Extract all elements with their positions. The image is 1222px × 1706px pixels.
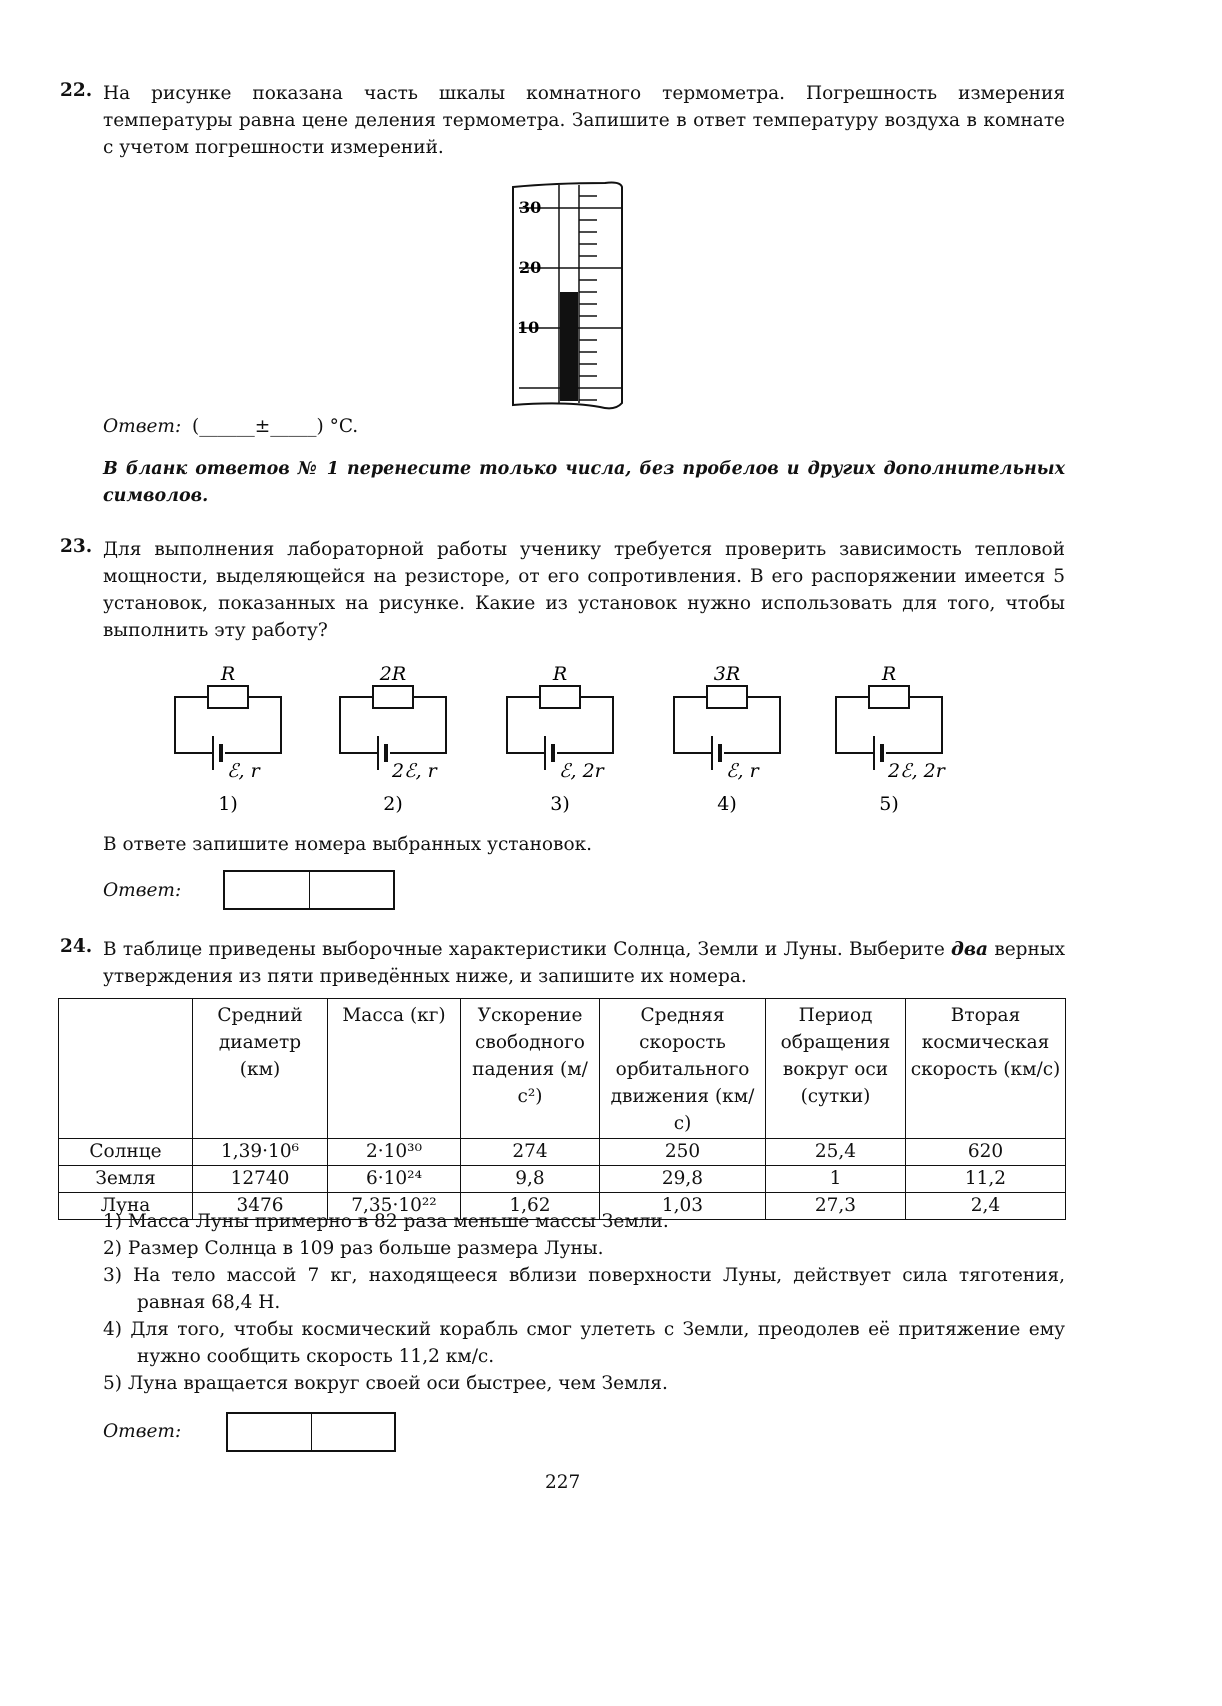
circuit-5: [834, 660, 974, 825]
table-cell: 620: [906, 1139, 1066, 1166]
table-cell: 274: [461, 1139, 600, 1166]
q23-number: 23.: [60, 536, 93, 557]
statement-item: 5) Луна вращается вокруг своей оси быстрее, чем Земля.: [103, 1373, 668, 1394]
column-header: Масса (кг): [328, 999, 461, 1139]
q23-answer-label: Ответ:: [103, 880, 182, 901]
source-label: 2ℰ, r: [392, 760, 437, 782]
q22-answer-label: Ответ:: [103, 416, 182, 437]
resistor-icon: [373, 686, 413, 708]
scale-label-10: 10: [517, 318, 540, 337]
circuit-number: 4): [717, 793, 737, 815]
table-cell: 1: [766, 1166, 906, 1193]
statement-item: 4) Для того, чтобы космический корабль смог улететь с Земли, преодолев её притяжение ему нужно сообщить скорость 11,2 км/с.: [103, 1319, 1065, 1367]
column-header: Вторая космическая скорость (км/с): [906, 999, 1066, 1139]
q24-text-a: В таблице приведены выборочные характеристики Солнца, Земли и Луны. Выберите: [103, 939, 952, 960]
statement-item: 3) На тело массой 7 кг, находящееся вблизи поверхности Луны, действует сила тяготения, равная 68,4 Н.: [103, 1265, 1065, 1313]
circuit-number: 3): [550, 793, 570, 815]
resistor-label: R: [881, 663, 897, 685]
circuit-4: [672, 660, 812, 825]
table-cell: 1,03: [600, 1193, 766, 1220]
scale-label-30: 30: [519, 198, 542, 217]
source-label: ℰ, r: [227, 760, 260, 782]
q24-answer-boxes[interactable]: [226, 1412, 396, 1452]
q24-statements: [103, 1208, 1065, 1397]
q24-number: 24.: [60, 936, 93, 957]
q23-instruction: В ответе запишите номера выбранных установок.: [103, 834, 593, 855]
column-header: [59, 999, 193, 1139]
resistor-icon: [869, 686, 909, 708]
q22-answer-field[interactable]: (______±_____) °C.: [192, 416, 359, 437]
table-cell: 2,4: [906, 1193, 1066, 1220]
q22-note: В бланк ответов № 1 перенесите только числа, без пробелов и других дополнительных символов.: [103, 459, 1065, 506]
source-label: ℰ, 2r: [559, 760, 604, 782]
circuit-2: [338, 660, 478, 825]
answer-cell[interactable]: [312, 1414, 395, 1450]
q22-number: 22.: [60, 80, 93, 101]
resistor-icon: [540, 686, 580, 708]
row-header: Луна: [59, 1193, 193, 1220]
resistor-label: 3R: [713, 663, 741, 685]
table-cell: 1,62: [461, 1193, 600, 1220]
resistor-label: R: [552, 663, 568, 685]
table-cell: 29,8: [600, 1166, 766, 1193]
q24-text-b: верных утверждения из пяти приведённых ниже, и запишите их номера.: [103, 939, 1066, 987]
table-row: [59, 1139, 1066, 1166]
q22-text: На рисунке показана часть шкалы комнатного термометра. Погрешность измерения температуры равна цене деления термометра. Запишите в ответ температуру воздуха в комнате с учетом погрешности измерений.: [103, 83, 1065, 158]
table-cell: 2·10³⁰: [328, 1139, 461, 1166]
answer-cell[interactable]: [310, 872, 394, 908]
mercury-column: [560, 292, 578, 401]
q24-text-emph: два: [951, 939, 989, 960]
answer-cell[interactable]: [228, 1414, 312, 1450]
page-number: 227: [545, 1472, 581, 1493]
table-cell: 12740: [193, 1166, 328, 1193]
scale-label-20: 20: [519, 258, 542, 277]
statement-item: 2) Размер Солнца в 109 раз больше размера Луны.: [103, 1238, 604, 1259]
table-cell: 6·10²⁴: [328, 1166, 461, 1193]
bodies-table: [58, 998, 1066, 1220]
row-header: Солнце: [59, 1139, 193, 1166]
table-cell: 7,35·10²²: [328, 1193, 461, 1220]
resistor-icon: [707, 686, 747, 708]
table-cell: 250: [600, 1139, 766, 1166]
q23-text: Для выполнения лабораторной работы ученику требуется проверить зависимость тепловой мощности, выделяющейся на резисторе, от его сопротивления. В его распоряжении имеется 5 установок, показанных на рисунке. Какие из установок нужно использовать для того, чтобы выполнить эту работу?: [103, 539, 1065, 641]
statement-item: 1) Масса Луны примерно в 82 раза меньше массы Земли.: [103, 1211, 669, 1232]
table-cell: 11,2: [906, 1166, 1066, 1193]
column-header: Период обращения вокруг оси (сутки): [766, 999, 906, 1139]
table-cell: 9,8: [461, 1166, 600, 1193]
source-label: 2ℰ, 2r: [888, 760, 945, 782]
table-cell: 1,39·10⁶: [193, 1139, 328, 1166]
column-header: Средняя скорость орбитального движения (км/с): [600, 999, 766, 1139]
table-cell: 27,3: [766, 1193, 906, 1220]
table-cell: 3476: [193, 1193, 328, 1220]
resistor-icon: [208, 686, 248, 708]
resistor-label: 2R: [379, 663, 407, 685]
resistor-label: R: [220, 663, 236, 685]
circuit-number: 2): [383, 793, 403, 815]
q24-answer-label: Ответ:: [103, 1421, 182, 1442]
circuit-number: 5): [879, 793, 899, 815]
table-header-row: [59, 999, 1066, 1139]
table-row: [59, 1166, 1066, 1193]
q23-answer-boxes[interactable]: [223, 870, 395, 910]
circuit-number: 1): [218, 793, 238, 815]
column-header: Средний диаметр (км): [193, 999, 328, 1139]
row-header: Земля: [59, 1166, 193, 1193]
answer-cell[interactable]: [225, 872, 310, 908]
q24-text: [103, 936, 1065, 990]
table-cell: 25,4: [766, 1139, 906, 1166]
source-label: ℰ, r: [726, 760, 759, 782]
circuit-3: [505, 660, 645, 825]
thermometer-figure: [505, 175, 630, 415]
column-header: Ускорение свободного падения (м/с²): [461, 999, 600, 1139]
circuit-1: [173, 660, 313, 825]
